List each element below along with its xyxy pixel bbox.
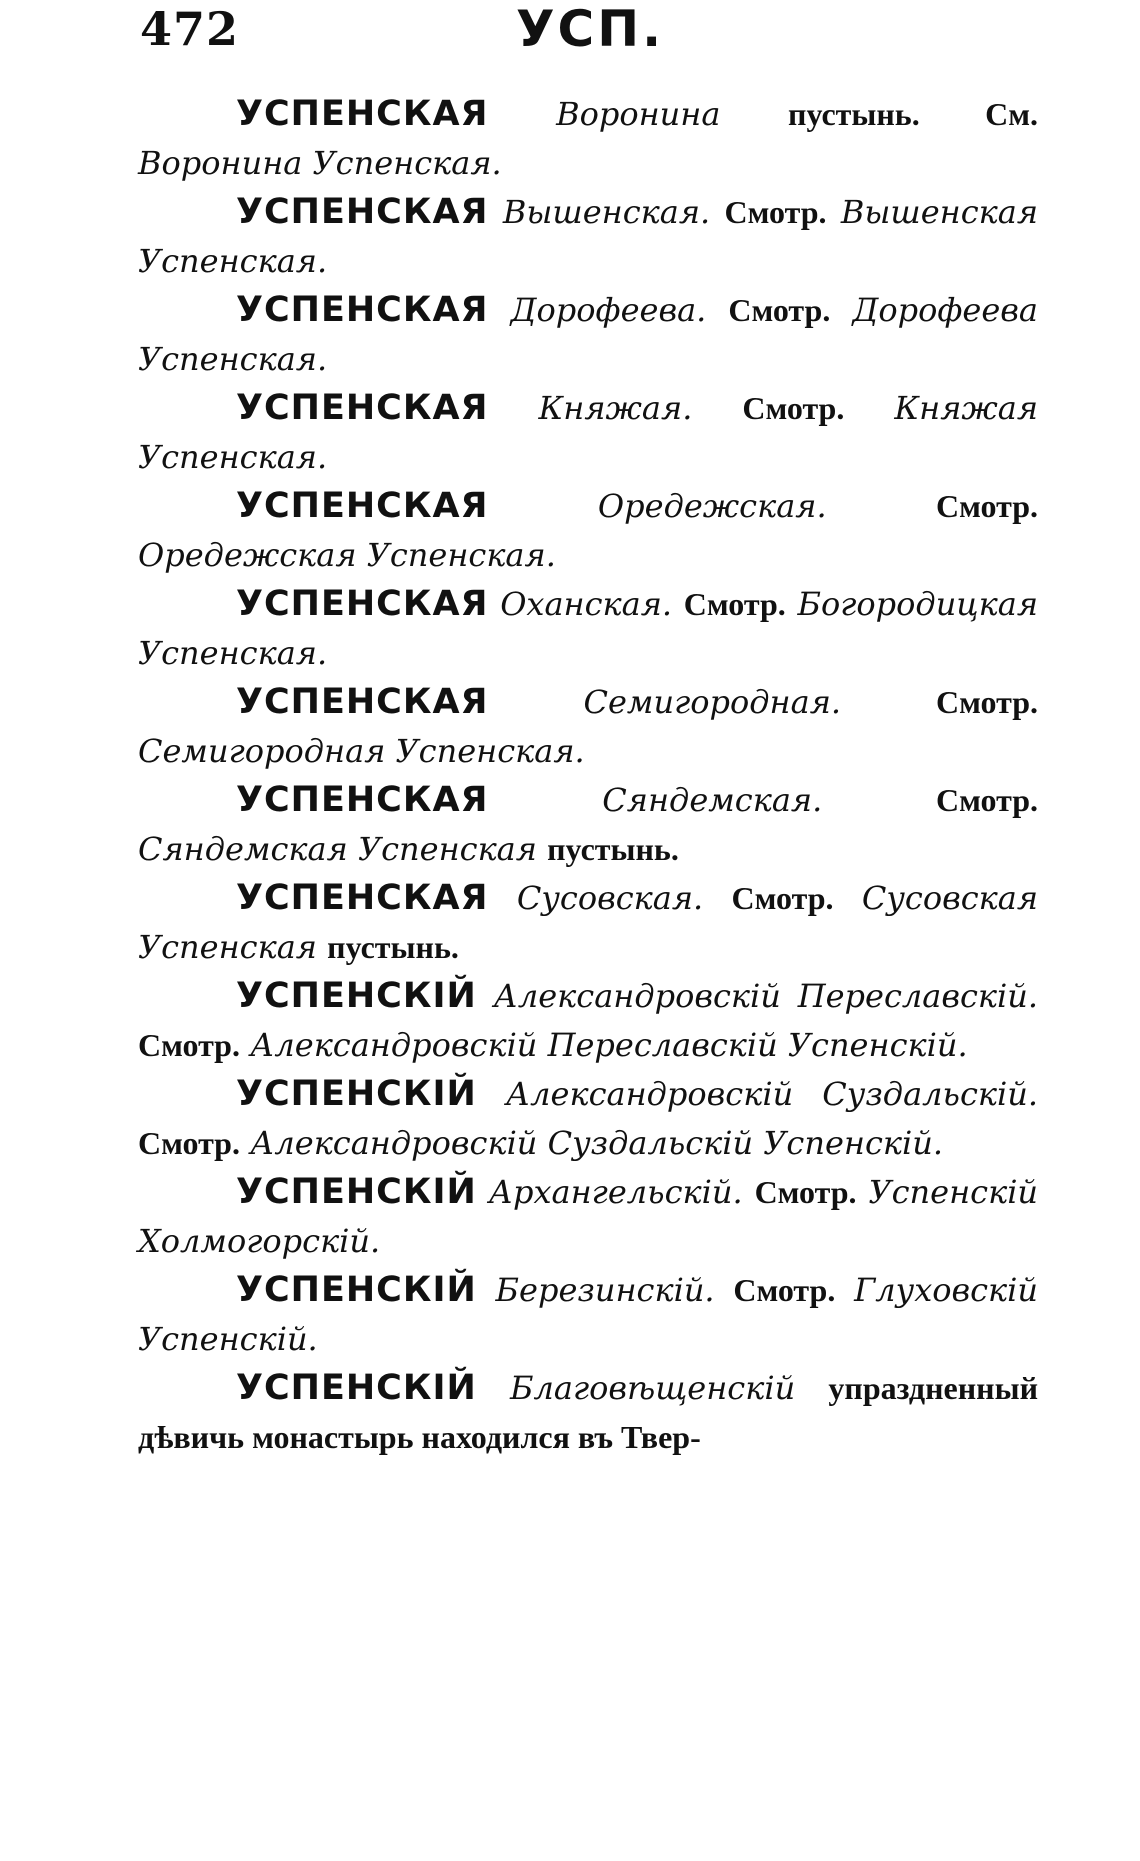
- entry-headword: УСПЕНСКІЙ: [236, 976, 477, 1016]
- entry-headword: УСПЕНСКАЯ: [236, 878, 489, 918]
- entry-text: Смотр.: [733, 1272, 836, 1308]
- dictionary-text: [138, 90, 1038, 1462]
- dictionary-entry: [138, 384, 1038, 482]
- entry-name: Воронина: [556, 95, 721, 133]
- dictionary-entry: [138, 286, 1038, 384]
- entry-name: Вышенская.: [502, 193, 711, 231]
- entry-headword: УСПЕНСКІЙ: [236, 1172, 477, 1212]
- entry-text: пустынь. См.: [788, 96, 1039, 132]
- entry-reference: Александровскій Переславскій Успенскій.: [250, 1026, 968, 1064]
- entry-headword: УСПЕНСКАЯ: [236, 192, 489, 232]
- entry-tail: пустынь.: [547, 831, 679, 867]
- entry-text: Смотр.: [936, 488, 1038, 524]
- entry-reference: Успенскій Холмогорскій.: [138, 1173, 1039, 1260]
- entry-headword: УСПЕНСКАЯ: [236, 486, 489, 526]
- entry-text: упраздненный дѣвичь монастырь находился въ Твер-: [138, 1370, 1039, 1455]
- entry-text: Смотр.: [742, 390, 845, 426]
- dictionary-entry: [138, 90, 1038, 188]
- dictionary-entry: [138, 580, 1038, 678]
- entry-reference: Княжая Успенская.: [138, 389, 1039, 476]
- entry-text: Смотр.: [683, 586, 786, 622]
- entry-headword: УСПЕНСКАЯ: [236, 584, 489, 624]
- dictionary-entry: [138, 188, 1038, 286]
- dictionary-entry: [138, 1168, 1038, 1266]
- entry-name: Березинскій.: [495, 1271, 715, 1309]
- entry-headword: УСПЕНСКАЯ: [236, 94, 489, 134]
- entry-name: Сяндемская.: [602, 781, 823, 819]
- entry-text: Смотр.: [728, 292, 831, 328]
- entry-text: Смотр.: [138, 1125, 240, 1161]
- page-header: [0, 0, 1140, 60]
- entry-reference: Глуховскій Успенскій.: [138, 1271, 1038, 1358]
- entry-name: Оханская.: [500, 585, 673, 623]
- dictionary-entry: [138, 1070, 1038, 1168]
- entry-text: Смотр.: [724, 194, 827, 230]
- entry-text: Смотр.: [138, 1027, 240, 1063]
- entry-text: Смотр.: [731, 880, 834, 916]
- entry-name: Оредежская.: [597, 487, 827, 525]
- dictionary-entry: [138, 678, 1038, 776]
- entry-reference: Оредежская Успенская.: [138, 536, 556, 574]
- entry-headword: УСПЕНСКАЯ: [236, 682, 489, 722]
- dictionary-entry: [138, 972, 1038, 1070]
- entry-reference: Богородицкая Успенская.: [138, 585, 1038, 672]
- entry-reference: Вышенская Успенская.: [138, 193, 1039, 280]
- entry-text: Смотр.: [754, 1174, 857, 1210]
- entry-name: Благовѣщенскій: [509, 1369, 796, 1407]
- entry-headword: УСПЕНСКІЙ: [236, 1368, 477, 1408]
- dictionary-entry: [138, 776, 1038, 874]
- entry-tail: пустынь.: [327, 929, 459, 965]
- dictionary-entry: [138, 482, 1038, 580]
- running-head: УСП.: [516, 0, 665, 58]
- entry-name: Княжая.: [538, 389, 693, 427]
- entry-headword: УСПЕНСКАЯ: [236, 388, 489, 428]
- entry-name: Сусовская.: [516, 879, 704, 917]
- entry-headword: УСПЕНСКАЯ: [236, 780, 489, 820]
- entry-text: Смотр.: [936, 782, 1038, 818]
- entry-reference: Воронина Успенская.: [138, 144, 502, 182]
- dictionary-entry: [138, 1266, 1038, 1364]
- dictionary-entry: [138, 874, 1038, 972]
- entry-reference: Дорофеева Успенская.: [138, 291, 1038, 378]
- entry-name: Семигородная.: [583, 683, 842, 721]
- entry-headword: УСПЕНСКІЙ: [236, 1074, 477, 1114]
- entry-reference: Сяндемская Успенская: [138, 830, 537, 868]
- entry-reference: Семигородная Успенская.: [138, 732, 585, 770]
- entry-reference: Сусовская Успенская: [138, 879, 1039, 966]
- dictionary-entry: [138, 1364, 1038, 1462]
- entry-name: Александровскій Суздальскій.: [505, 1075, 1038, 1113]
- page-number: 472: [140, 2, 240, 56]
- entry-reference: Александровскій Суздальскій Успенскій.: [250, 1124, 943, 1162]
- entry-name: Александровскій Переславскій.: [493, 977, 1039, 1015]
- entry-name: Дорофеева.: [510, 291, 707, 329]
- entry-name: Архангельскій.: [488, 1173, 743, 1211]
- entry-headword: УСПЕНСКІЙ: [236, 1270, 477, 1310]
- entry-headword: УСПЕНСКАЯ: [236, 290, 489, 330]
- entry-text: Смотр.: [936, 684, 1039, 720]
